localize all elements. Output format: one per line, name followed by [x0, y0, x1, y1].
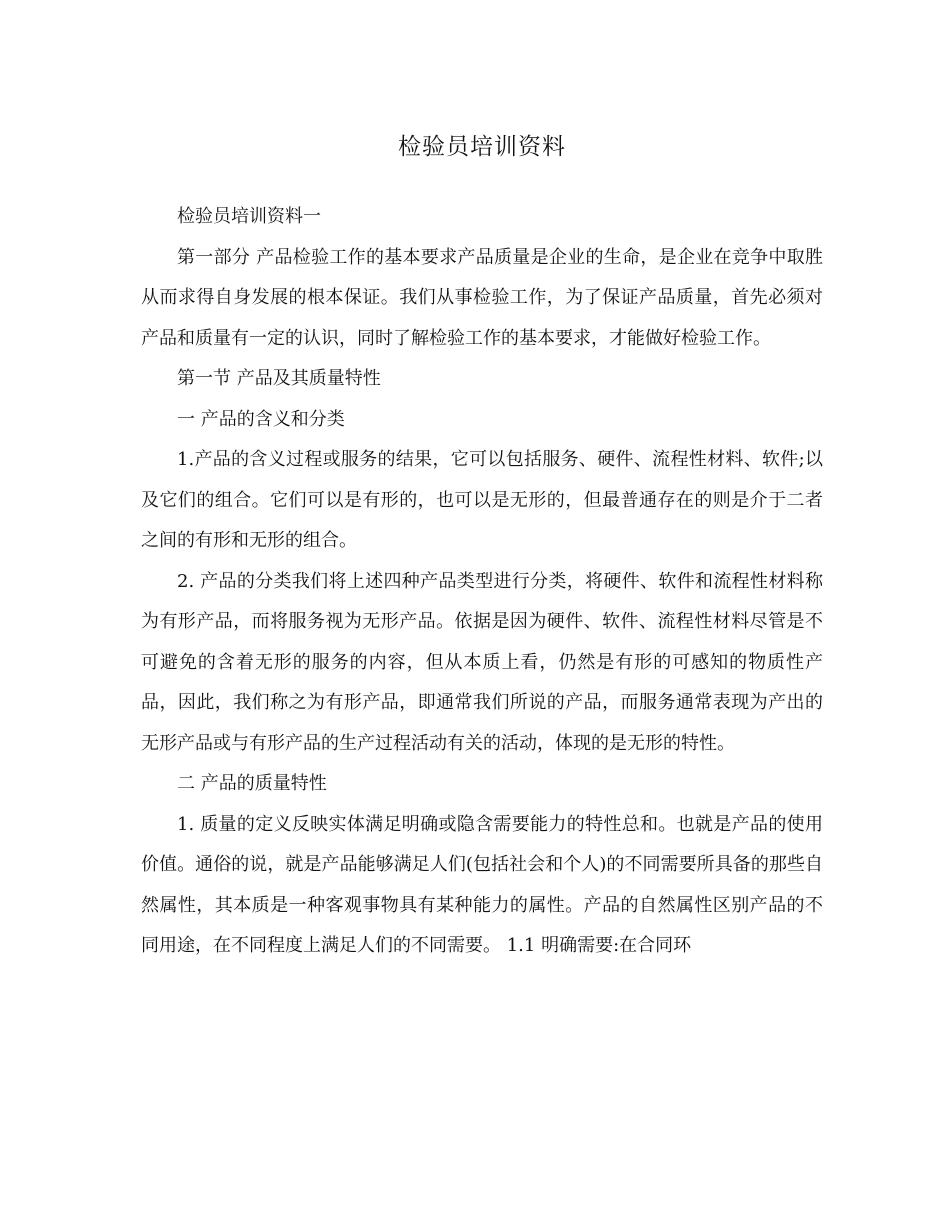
- paragraph-subtitle: 检验员培训资料一: [177, 206, 321, 227]
- paragraph-part-one-intro: 第一部分 产品检验工作的基本要求产品质量是企业的生命，是企业在竞争中取胜从而求得自身发展的根本保证。我们从事检验工作，为了保证产品质量，首先必须对产品和质量有一定的认识，同时了解检验工作的基本要求，才能做好检验工作。: [141, 246, 823, 349]
- paragraph-product-meaning: 1.产品的含义过程或服务的结果，它可以包括服务、硬件、流程性材料、软件;以及它们的组合。它们可以是有形的，也可以是无形的，但最普通存在的则是介于二者之间的有形和无形的组合。: [141, 449, 823, 551]
- heading-section-one: 第一节 产品及其质量特性: [177, 368, 381, 389]
- heading-product-meaning: 一 产品的含义和分类: [177, 408, 345, 430]
- paragraph-quality-definition: 1. 质量的定义反映实体满足明确或隐含需要能力的特性总和。也就是产品的使用价值。通俗的说，就是产品能够满足人们(包括社会和个人)的不同需要所具备的那些自然属性，其本质是一种客观事物具有某种能力的属性。产品的自然属性区别产品的不同用途，在不同程度上满足人们的不同需要。 1.1 明确需要:在合同环: [141, 813, 823, 956]
- paragraph-product-classification: 2. 产品的分类我们将上述四种产品类型进行分类，将硬件、软件和流程性材料称为有形产品，而将服务视为无形产品。依据是因为硬件、软件、流程性材料尽管是不可避免的含着无形的服务的内容，但从本质上看，仍然是有形的可感知的物质性产品，因此，我们称之为有形产品，即通常我们所说的产品，而服务通常表现为产出的无形产品或与有形产品的生产过程活动有关的活动，体现的是无形的特性。: [141, 570, 823, 754]
- document-title: 检验员培训资料: [398, 134, 566, 160]
- heading-quality-characteristics: 二 产品的质量特性: [177, 773, 327, 794]
- document-body: [141, 197, 823, 967]
